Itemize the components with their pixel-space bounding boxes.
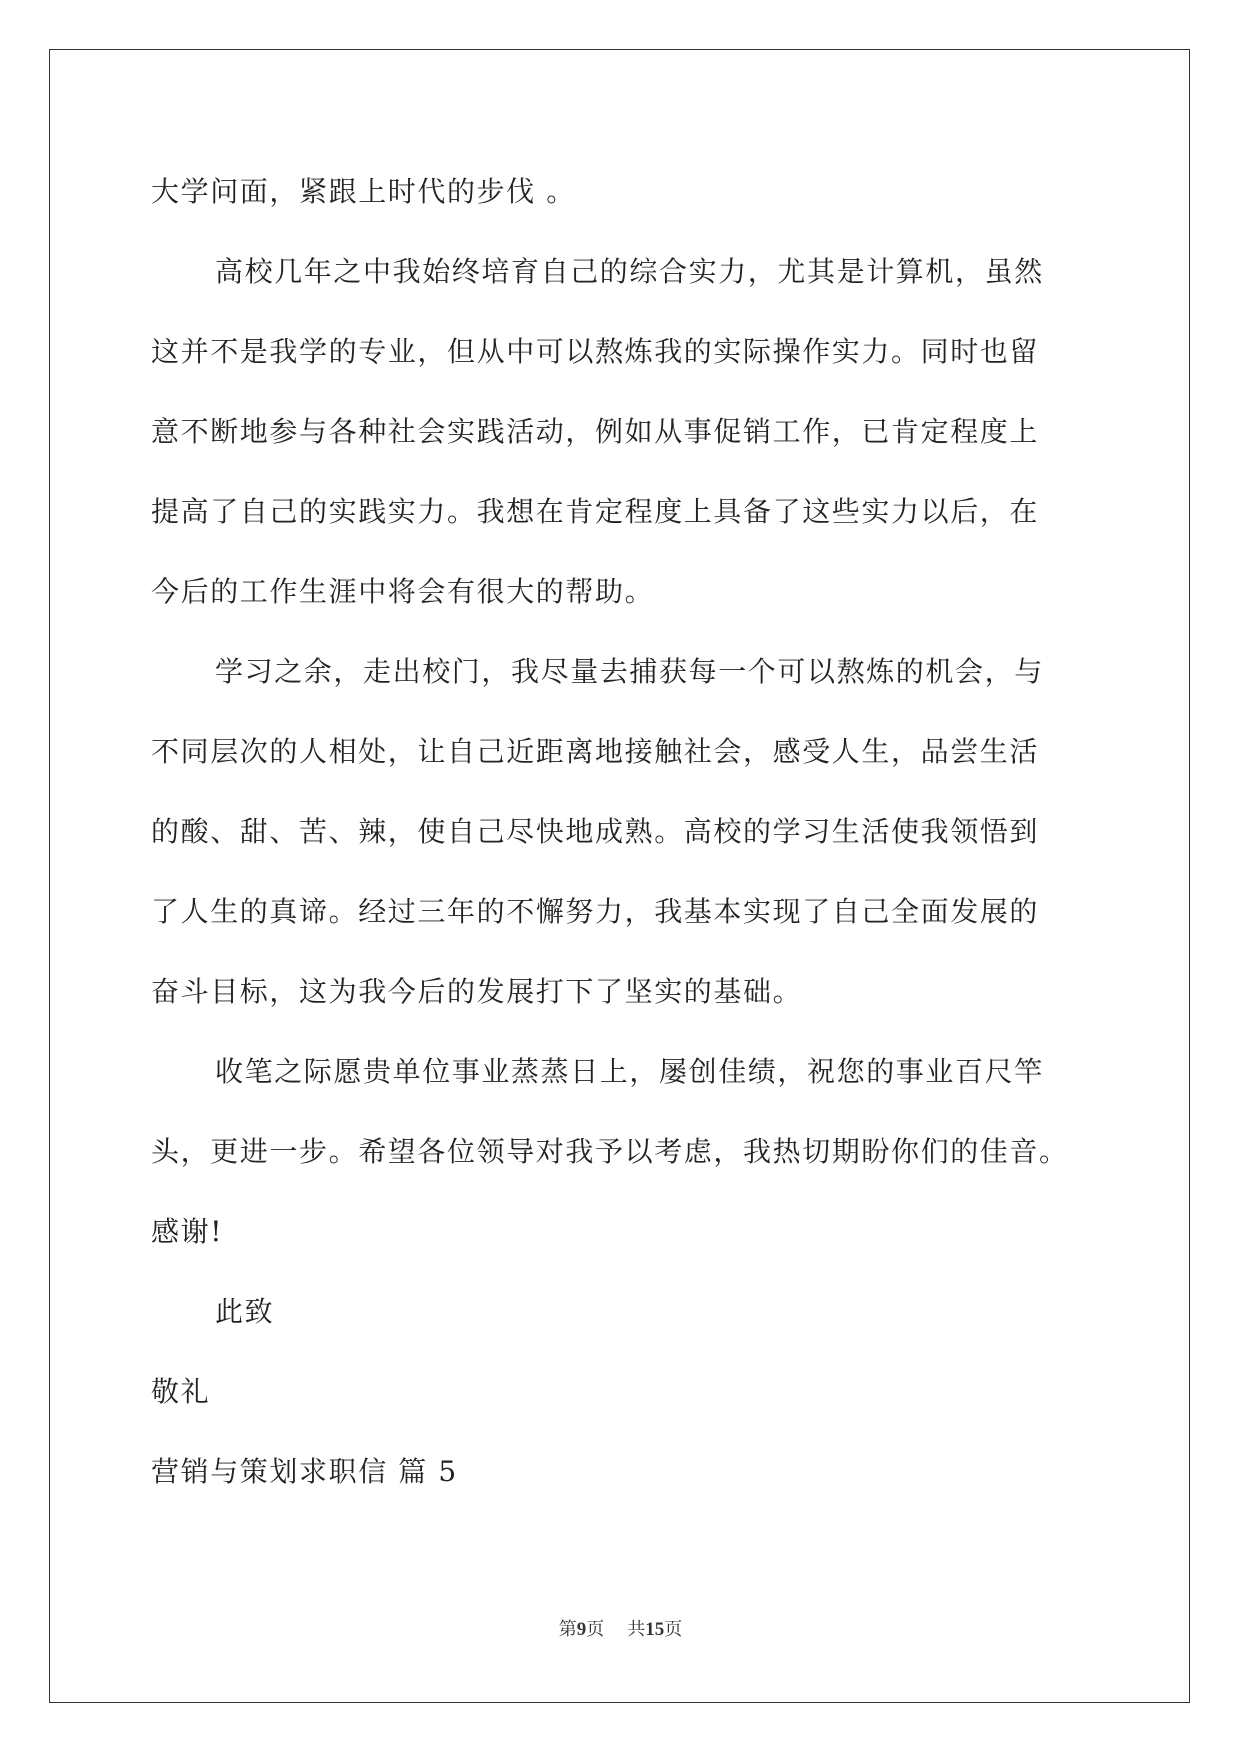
text-line: 这并不是我学的专业，但从中可以熬炼我的实际操作实力。同时也留 — [151, 335, 1040, 368]
text-line: 的酸、甜、苦、辣，使自己尽快地成熟。高校的学习生活使我领悟到 — [151, 815, 1040, 848]
text-line: 头，更进一步。希望各位领导对我予以考虑，我热切期盼你们的佳音。 — [151, 1135, 1069, 1168]
text-line: 意不断地参与各种社会实践活动，例如从事促销工作，已肯定程度上 — [151, 415, 1040, 448]
footer-page-suffix: 页 — [586, 1619, 605, 1640]
text-line: 了人生的真谛。经过三年的不懈努力，我基本实现了自己全面发展的 — [151, 895, 1040, 928]
total-pages-number: 15 — [645, 1619, 665, 1640]
text-line: 提高了自己的实践实力。我想在肯定程度上具备了这些实力以后，在 — [151, 495, 1040, 528]
salutation-jingli: 敬礼 — [151, 1375, 211, 1408]
footer-total-prefix: 共 — [627, 1619, 646, 1640]
footer-total-suffix: 页 — [664, 1619, 683, 1640]
paragraph-start-line: 高校几年之中我始终培育自己的综合实力，尤其是计算机，虽然 — [215, 255, 1044, 288]
current-page-number: 9 — [576, 1619, 587, 1640]
page-footer — [0, 1618, 1241, 1642]
footer-prefix: 第 — [558, 1619, 577, 1640]
text-line: 不同层次的人相处，让自己近距离地接触社会，感受人生，品尝生活 — [151, 735, 1040, 768]
text-line: 今后的工作生涯中将会有很大的帮助。 — [151, 575, 655, 608]
paragraph-start-line: 收笔之际愿贵单位事业蒸蒸日上，屡创佳绩，祝您的事业百尺竿 — [215, 1055, 1044, 1088]
paragraph-start-line: 学习之余，走出校门，我尽量去捕获每一个可以熬炼的机会，与 — [215, 655, 1044, 688]
section-heading: 营销与策划求职信 篇 5 — [151, 1455, 458, 1488]
text-line: 奋斗目标，这为我今后的发展打下了坚实的基础。 — [151, 975, 803, 1008]
text-line: 大学问面，紧跟上时代的步伐 。 — [151, 175, 576, 208]
closing-thanks: 感谢! — [151, 1215, 224, 1248]
salutation-cizhi: 此致 — [215, 1295, 275, 1328]
